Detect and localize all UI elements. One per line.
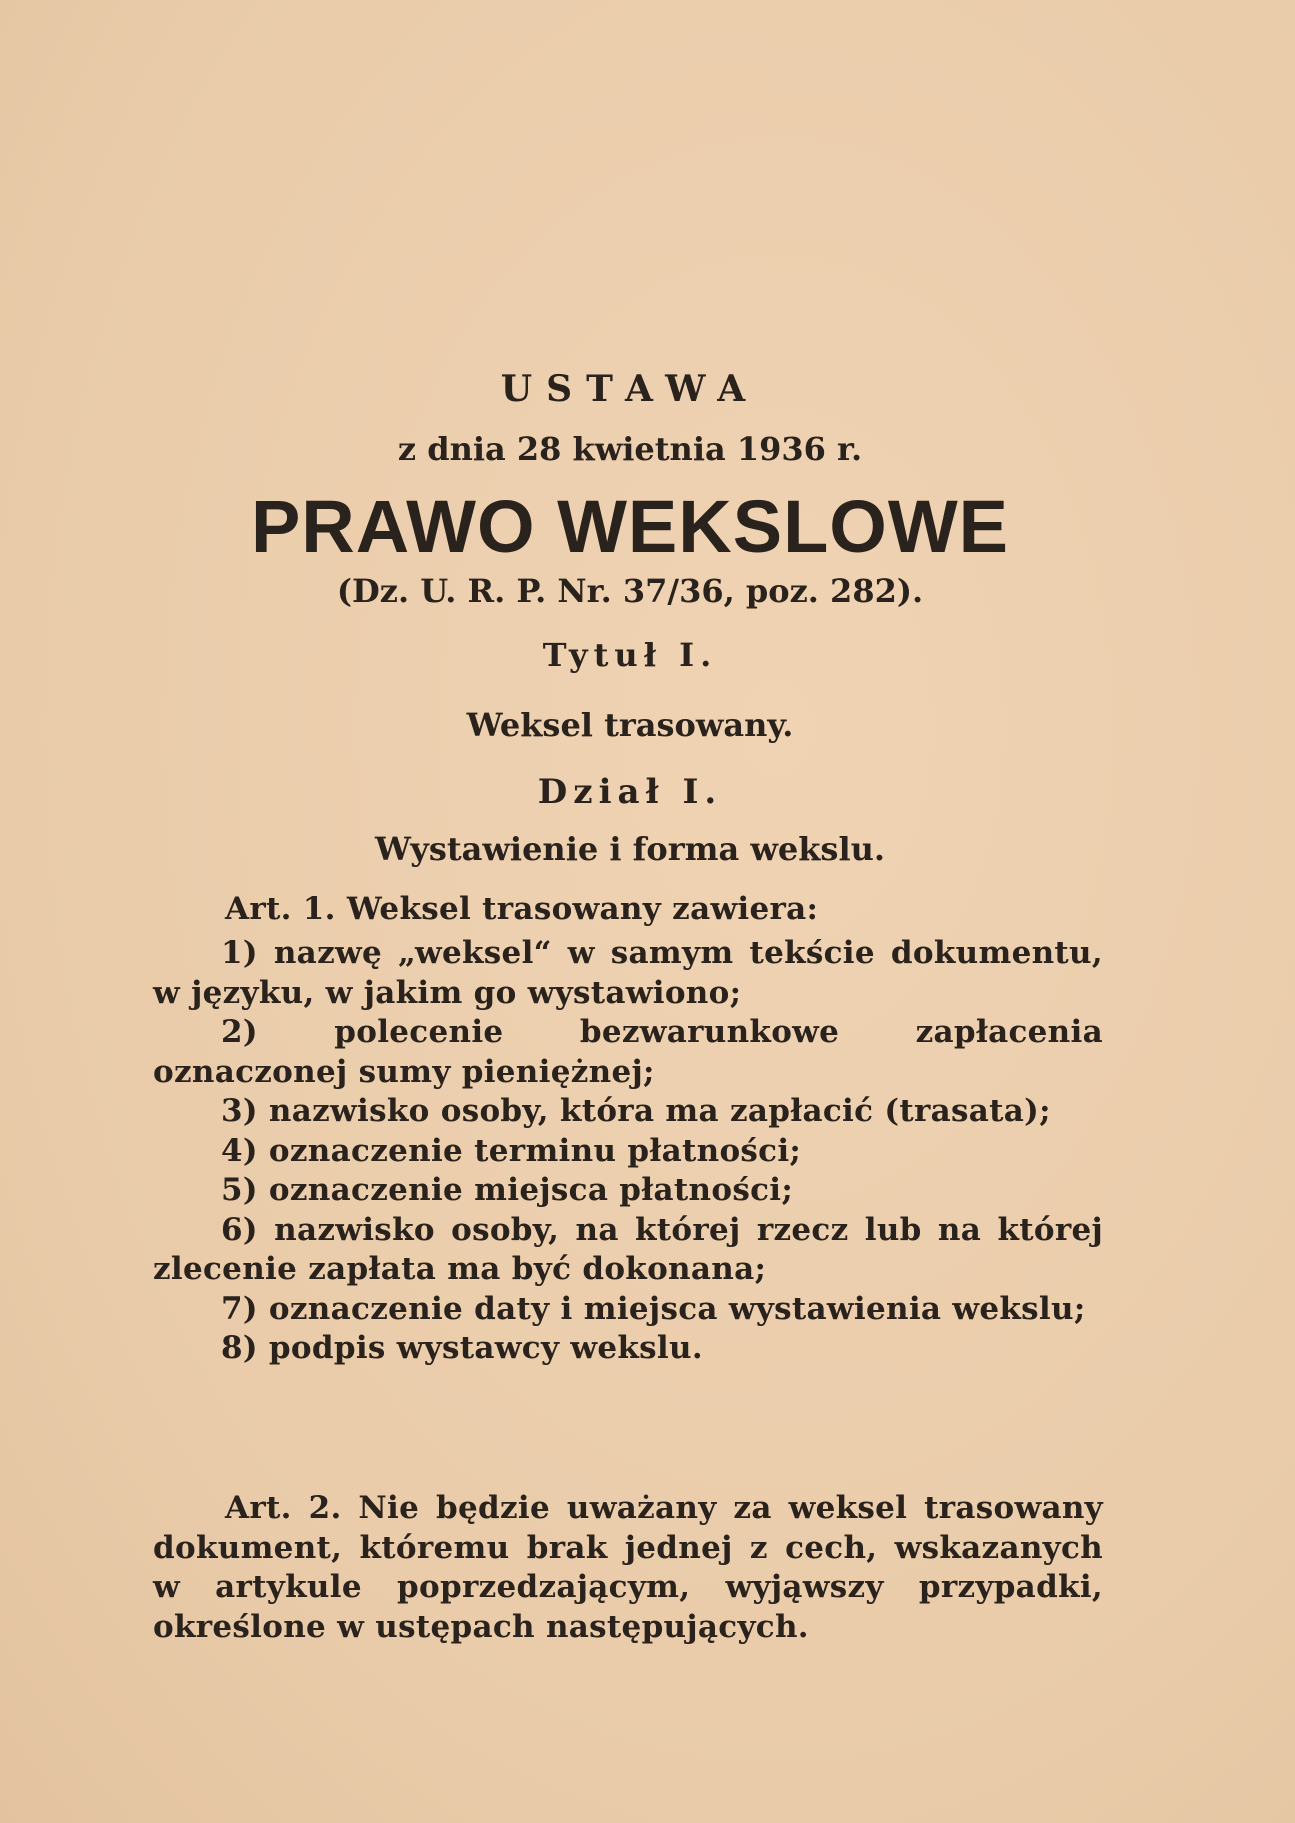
list-item: 4) oznaczenie terminu płatności; — [221, 1132, 802, 1169]
list-item: 8) podpis wystawcy wekslu. — [221, 1330, 703, 1366]
list-item: 3) nazwisko osoby, która ma zapłacić (trasata); — [221, 1093, 1051, 1129]
law-reference: (Dz. U. R. P. Nr. 37/36, poz. 282). — [336, 572, 924, 610]
dzial-subtitle: Wystawienie i forma wekslu. — [375, 830, 885, 868]
law-title: PRAWO WEKSLOWE — [250, 485, 1010, 568]
article-1-list — [153, 934, 1103, 1369]
law-date: z dnia 28 kwietnia 1936 r. — [397, 430, 863, 468]
list-item: 1) nazwę „weksel“ w samym tekście dokumentu, w języku, w jakim go wystawiono; — [153, 935, 1103, 1011]
list-item: 7) oznaczenie daty i miejsca wystawienia wekslu; — [221, 1290, 1086, 1327]
list-item: 6) nazwisko osoby, na której rzecz lub na której zlecenie zapłata ma być dokonana; — [153, 1211, 1103, 1287]
article-1-intro: Art. 1. Weksel trasowany zawiera: — [225, 891, 819, 927]
article-2-text: Art. 2. Nie będzie uważany za weksel trasowany dokument, któremu brak jednej z cech, wskazanych w artykule poprzedzającym, wyjąwszy przypadki, określone w ustępach następujących. — [153, 1490, 1103, 1645]
tytul-heading: Tytuł I. — [542, 636, 718, 674]
dzial-heading: Dział I. — [537, 772, 723, 812]
law-heading: USTAWA — [500, 368, 760, 410]
tytul-subtitle: Weksel trasowany. — [466, 706, 794, 744]
list-item: 2) polecenie bezwarunkowe zapłacenia oznaczonej sumy pieniężnej; — [153, 1014, 1103, 1090]
list-item: 5) oznaczenie miejsca płatności; — [221, 1172, 794, 1208]
